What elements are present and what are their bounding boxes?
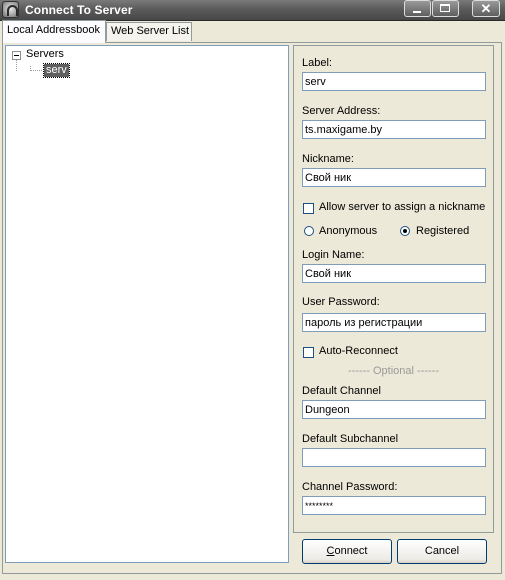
auto-reconnect-label[interactable]: Auto-Reconnect xyxy=(319,345,398,357)
connect-label: onnect xyxy=(334,545,368,557)
minimize-button[interactable] xyxy=(404,0,431,17)
server-address-field[interactable]: ts.maxigame.by xyxy=(302,120,486,139)
tree-item-serv[interactable]: serv xyxy=(46,64,67,76)
label-field[interactable]: serv xyxy=(302,72,486,91)
anonymous-label[interactable]: Anonymous xyxy=(319,225,378,237)
nickname-caption: Nickname: xyxy=(302,153,354,165)
tree-connector xyxy=(16,60,17,71)
anonymous-radio[interactable] xyxy=(304,226,314,236)
connect-mnemonic: C xyxy=(326,545,335,557)
user-password-field[interactable]: пароль из регистрации xyxy=(302,313,486,332)
connect-button[interactable] xyxy=(302,539,392,564)
tab-local-addressbook[interactable] xyxy=(2,20,106,43)
allow-assign-nickname-checkbox[interactable] xyxy=(303,203,314,214)
maximize-button[interactable] xyxy=(432,0,459,17)
label-caption: Label: xyxy=(302,57,332,69)
tab-web-server-list[interactable] xyxy=(106,22,192,41)
title-bar[interactable] xyxy=(0,0,505,21)
tree-connector xyxy=(30,70,42,71)
server-tree[interactable] xyxy=(5,45,289,563)
default-subchannel-field[interactable] xyxy=(302,448,486,467)
close-button[interactable] xyxy=(472,0,500,17)
login-name-field[interactable]: Свой ник xyxy=(302,264,486,283)
default-channel-field[interactable]: Dungeon xyxy=(302,400,486,419)
tab-label: Local Addressbook xyxy=(7,24,100,36)
cancel-button[interactable]: Cancel xyxy=(397,539,487,564)
default-channel-caption: Default Channel xyxy=(302,385,381,397)
server-address-caption: Server Address: xyxy=(302,105,381,117)
collapse-icon[interactable] xyxy=(12,51,21,60)
user-password-caption: User Password: xyxy=(302,296,380,308)
default-subchannel-caption: Default Subchannel xyxy=(302,433,399,445)
tree-item-servers[interactable]: Servers xyxy=(26,48,64,60)
channel-password-caption: Channel Password: xyxy=(302,481,398,493)
optional-separator: ------ Optional ------ xyxy=(347,365,440,377)
nickname-field[interactable]: Свой ник xyxy=(302,168,486,187)
window-title: Connect To Server xyxy=(25,3,133,17)
close-icon: ✕ xyxy=(480,1,492,16)
login-name-caption: Login Name: xyxy=(302,249,365,261)
auto-reconnect-checkbox[interactable] xyxy=(303,347,314,358)
tab-label: Web Server List xyxy=(111,25,190,37)
registered-radio[interactable] xyxy=(400,226,410,236)
channel-password-field[interactable]: ******** xyxy=(302,496,486,515)
headset-icon xyxy=(2,1,19,18)
registered-label[interactable]: Registered xyxy=(416,225,470,237)
allow-assign-nickname-label[interactable]: Allow server to assign a nickname xyxy=(319,201,486,213)
